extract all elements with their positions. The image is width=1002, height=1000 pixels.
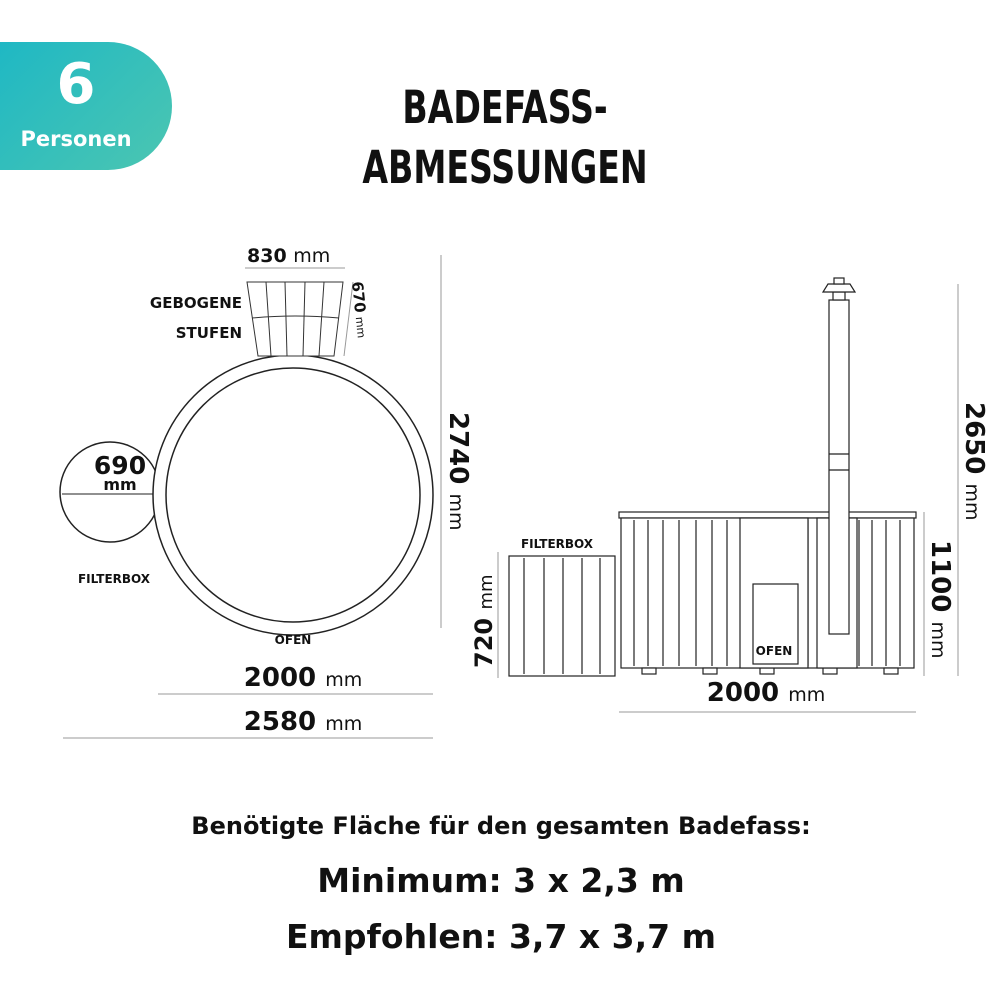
tub-top-inner-ring	[166, 368, 420, 622]
stove-top-label: OFEN	[274, 633, 312, 647]
filterbox-side-label: FILTERBOX	[520, 537, 594, 551]
page-title: BADEFASS-ABMESSUNGEN	[362, 81, 648, 194]
side-view	[470, 278, 989, 712]
stairs-label-line2: STUFEN	[175, 324, 242, 342]
stairs-depth-label: 670mm	[348, 280, 370, 339]
filterbox-side-shape	[509, 556, 615, 676]
stairs-width-label: 830 mm	[247, 245, 331, 267]
overall-height-label: 2650 mm	[959, 402, 989, 521]
curved-stairs-shape	[247, 282, 343, 356]
filter-diameter-value: 690	[93, 451, 147, 480]
stairs-label-line1: GEBOGENE	[149, 294, 242, 312]
overall-width-label: 2580 mm	[243, 707, 363, 737]
area-heading: Benötigte Fläche für den gesamten Badefass:	[191, 812, 811, 840]
area-recommended: Empfohlen: 3,7 x 3,7 m	[286, 917, 716, 956]
tub-height-label: 1100 mm	[925, 540, 955, 659]
filter-height-label: 720 mm	[470, 574, 498, 668]
stove-side-label: OFEN	[755, 644, 793, 658]
tub-width-label: 2000 mm	[243, 663, 363, 693]
filterbox-top-label: FILTERBOX	[77, 572, 151, 586]
overall-depth-label: 2740 mm	[443, 412, 473, 531]
side-tub-width-label: 2000 mm	[706, 678, 826, 708]
persons-label: Personen	[20, 127, 132, 151]
persons-count: 6	[56, 52, 96, 117]
area-minimum: Minimum: 3 x 2,3 m	[317, 861, 685, 900]
top-view	[60, 245, 473, 738]
filter-diameter-unit: mm	[103, 475, 137, 494]
